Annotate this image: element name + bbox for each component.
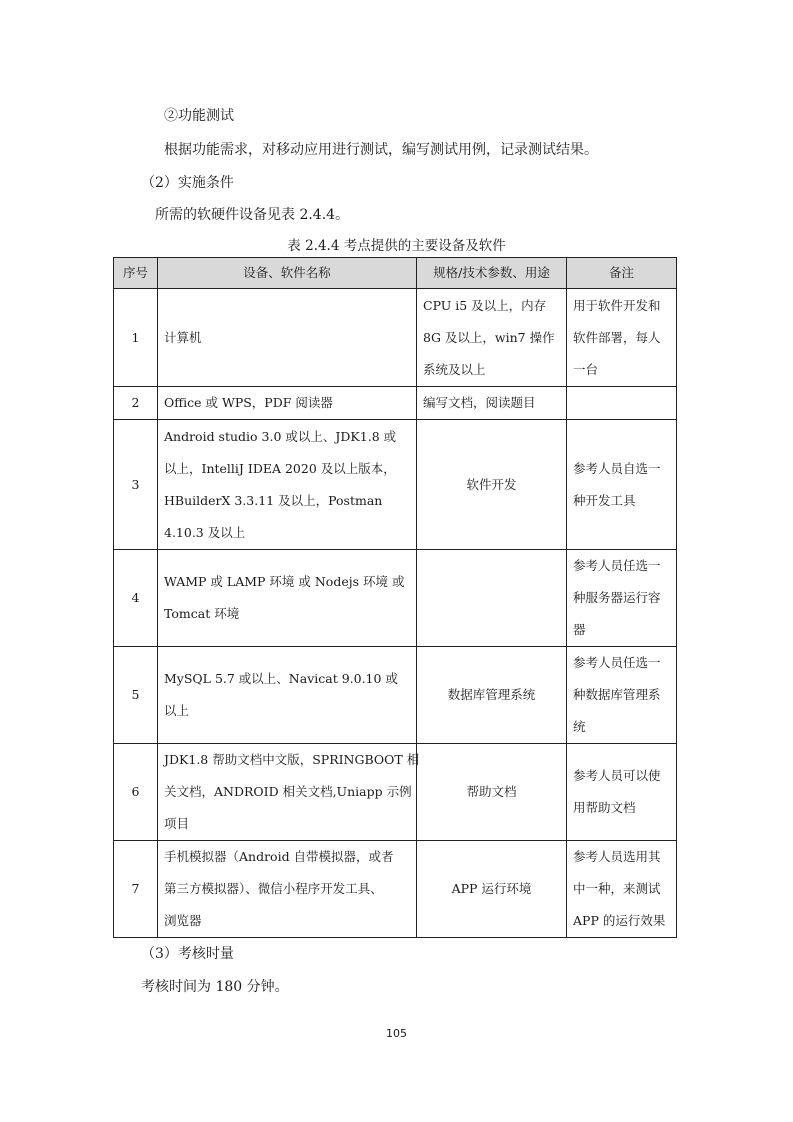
cell-note — [567, 744, 677, 841]
cell-note-line: 种服务器运行容 — [573, 590, 661, 605]
cell-note-line: 参考人员自选一 — [573, 460, 661, 476]
cell-name — [158, 744, 420, 841]
cell-name-line: 关文档，ANDROID 相关文档,Uniapp 示例 — [164, 784, 412, 799]
cell-note — [567, 289, 677, 387]
item-heading: ②功能测试 — [164, 108, 234, 124]
cell-spec — [417, 744, 567, 841]
cell-note — [567, 841, 677, 938]
cell-name — [158, 647, 417, 744]
cell-spec — [417, 550, 567, 647]
cell-no: 4 — [114, 550, 158, 647]
table-row — [114, 387, 677, 420]
table-header-row — [114, 258, 677, 289]
cell-note-line: 用于软件开发和 — [573, 297, 661, 313]
cell-note-line: 软件部署，每人 — [573, 329, 661, 345]
cell-name — [158, 387, 417, 420]
section-heading-conditions: （2）实施条件 — [141, 175, 234, 191]
table-caption: 表 2.4.4 考点提供的主要设备及软件 — [287, 238, 506, 254]
cell-no: 2 — [114, 387, 158, 420]
cell-spec-line: 8G 及以上，win7 操作 — [423, 329, 555, 345]
cell-name-line: Office 或 WPS，PDF 阅读器 — [164, 395, 333, 410]
table-row — [114, 289, 677, 387]
cell-spec-line: APP 运行环境 — [451, 881, 532, 896]
header-spec: 规格/技术参数、用途 — [417, 258, 567, 289]
cell-note-line: 参考人员任选一 — [573, 655, 661, 670]
cell-spec — [417, 647, 567, 744]
table-row — [114, 744, 677, 841]
cell-name — [158, 420, 417, 550]
header-name: 设备、软件名称 — [158, 258, 417, 289]
cell-name-line: Android studio 3.0 或以上、JDK1.8 或 — [164, 428, 397, 444]
cell-name-line: Tomcat 环境 — [164, 606, 240, 621]
cell-spec — [417, 841, 567, 938]
cell-note-line: 种数据库管理系 — [573, 687, 661, 702]
cell-note-line: APP 的运行效果 — [573, 913, 666, 928]
cell-spec-line: 软件开发 — [466, 476, 517, 492]
header-note: 备注 — [567, 258, 677, 289]
cell-note-line: 统 — [573, 719, 586, 734]
cell-name-line: 项目 — [164, 816, 190, 831]
table-row — [114, 420, 677, 550]
cell-name — [158, 289, 417, 387]
cell-spec — [417, 289, 567, 387]
cell-note — [567, 550, 677, 647]
header-no: 序号 — [114, 258, 158, 289]
cell-name-line: 以上，IntelliJ IDEA 2020 及以上版本， — [164, 460, 396, 476]
duration-text: 考核时间为 180 分钟。 — [141, 979, 289, 995]
cell-spec-line: 编写文档，阅读题目 — [423, 395, 536, 410]
cell-name-line: JDK1.8 帮助文档中文版，SPRINGBOOT 相 — [164, 752, 420, 767]
item-description: 根据功能需求，对移动应用进行测试，编写测试用例，记录测试结果。 — [164, 142, 598, 158]
cell-note-line: 中一种，来测试 — [573, 881, 661, 896]
cell-spec-line: CPU i5 及以上，内存 — [423, 297, 547, 313]
cell-spec — [417, 420, 567, 550]
section-heading-duration: （3）考核时量 — [141, 946, 234, 962]
cell-spec-line: 系统及以上 — [423, 361, 486, 377]
cell-name-line: HBuilderX 3.3.11 及以上，Postman — [164, 492, 383, 508]
cell-note-line: 种开发工具 — [573, 492, 636, 508]
table-row — [114, 647, 677, 744]
page-number: 105 — [386, 1027, 407, 1040]
cell-note-line: 参考人员选用其 — [573, 849, 661, 864]
cell-note — [567, 387, 677, 420]
cell-note — [567, 647, 677, 744]
cell-no: 1 — [114, 289, 158, 387]
cell-no: 6 — [114, 744, 158, 841]
cell-name-line: MySQL 5.7 或以上、Navicat 9.0.10 或 — [164, 671, 398, 686]
cell-name-line: 浏览器 — [164, 913, 202, 928]
cell-name-line: 第三方模拟器）、微信小程序开发工具、 — [164, 881, 383, 896]
table-row — [114, 550, 677, 647]
cell-note-line: 参考人员任选一 — [573, 558, 661, 573]
cell-note-line: 参考人员可以使 — [573, 768, 661, 783]
cell-name-line: 以上 — [164, 703, 190, 718]
cell-note-line: 用帮助文档 — [573, 800, 636, 815]
cell-no: 7 — [114, 841, 158, 938]
cell-name — [158, 841, 417, 938]
cell-spec-line: 数据库管理系统 — [447, 687, 536, 702]
equipment-table — [113, 257, 677, 938]
table-row — [114, 841, 677, 938]
conditions-text: 所需的软硬件设备见表 2.4.4。 — [155, 207, 350, 223]
cell-name-line: 4.10.3 及以上 — [164, 524, 246, 540]
cell-note — [567, 420, 677, 550]
cell-name-line: 手机模拟器（Android 自带模拟器，或者 — [164, 849, 394, 864]
cell-no: 5 — [114, 647, 158, 744]
cell-no: 3 — [114, 420, 158, 550]
cell-spec-line: 帮助文档 — [466, 784, 517, 799]
cell-note-line: 器 — [573, 622, 586, 637]
cell-spec — [417, 387, 567, 420]
cell-name-line: WAMP 或 LAMP 环境 或 Nodejs 环境 或 — [164, 574, 405, 589]
cell-note-line: 一台 — [573, 361, 599, 377]
cell-name-line: 计算机 — [164, 329, 202, 345]
cell-name — [158, 550, 417, 647]
